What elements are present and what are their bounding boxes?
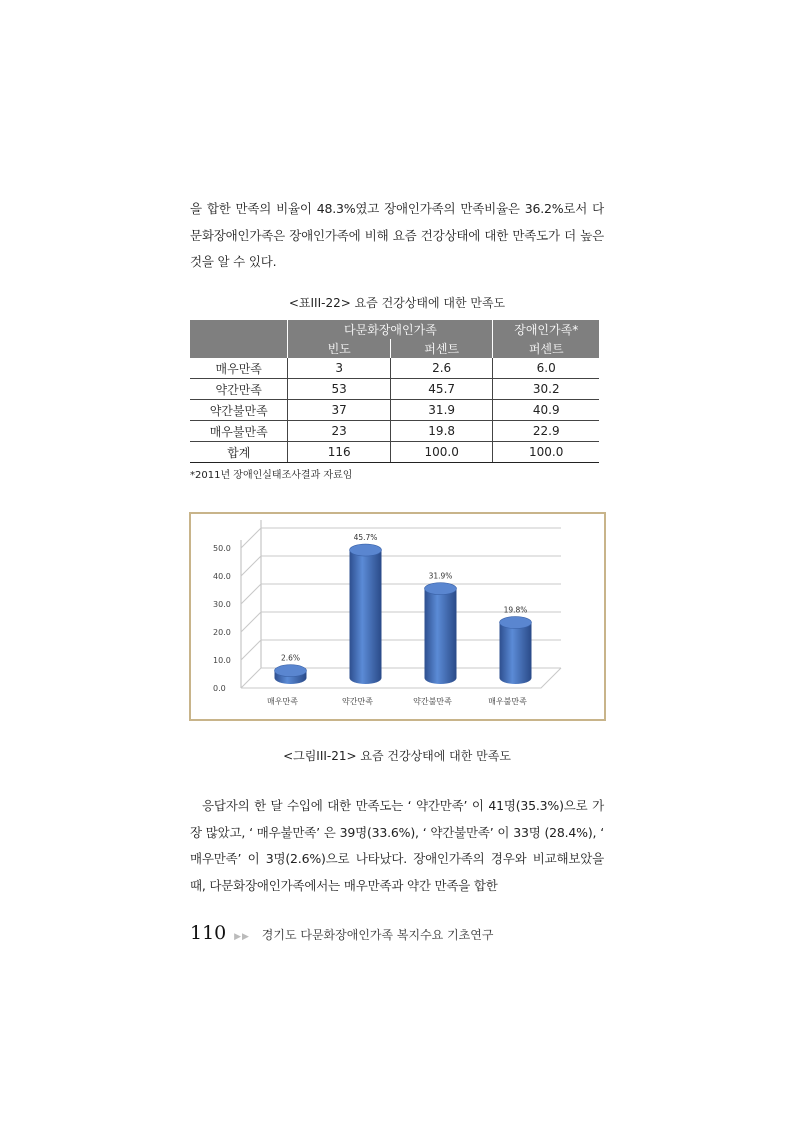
table-cell: 31.9 bbox=[390, 400, 493, 421]
bar-top bbox=[425, 583, 457, 595]
table-subheader-blank bbox=[190, 339, 288, 358]
table-cell: 30.2 bbox=[493, 379, 599, 400]
bar-top bbox=[350, 544, 382, 556]
table-cell: 100.0 bbox=[493, 442, 599, 463]
table-header-blank bbox=[190, 320, 288, 339]
table-cell: 45.7 bbox=[390, 379, 493, 400]
table-cell: 37 bbox=[288, 400, 390, 421]
satisfaction-table bbox=[190, 320, 599, 463]
table-header-disabled-family: 장애인가족* bbox=[493, 320, 599, 339]
table-cell: 19.8 bbox=[390, 421, 493, 442]
bar-chart-frame bbox=[189, 512, 606, 721]
table-cell: 40.9 bbox=[493, 400, 599, 421]
y-tick-label: 30.0 bbox=[213, 600, 231, 609]
bar-매우만족 bbox=[275, 665, 307, 684]
body-paragraph-2: 응답자의 한 달 수입에 대한 만족도는 ‘ 약간만족’ 이 41명(35.3%)으로 가장 많았고, ‘ 매우불만족’ 은 39명(33.6%), ‘ 약간불만족’ 이 33명 (28.4%), ‘ 매우만족’ 이 3명(2.6%)으로 나타났다. 장애인가족의 경우와 비교해보았을 때, 다문화장애인가족에서는 매우만족과 약간 만족을 합한 bbox=[190, 798, 604, 893]
row-label: 매우만족 bbox=[190, 358, 288, 379]
bar-top bbox=[500, 617, 532, 629]
bar-body bbox=[350, 550, 382, 684]
bar-약간만족 bbox=[350, 544, 382, 684]
table-cell: 100.0 bbox=[390, 442, 493, 463]
page-footer bbox=[190, 922, 493, 944]
table-cell: 116 bbox=[288, 442, 390, 463]
y-tick-label: 10.0 bbox=[213, 656, 231, 665]
category-label: 약간불만족 bbox=[413, 697, 452, 706]
bar-body bbox=[425, 589, 457, 684]
table-caption: <표III-22> 요즘 건강상태에 대한 만족도 bbox=[288, 296, 506, 310]
bar-top bbox=[275, 665, 307, 677]
row-label: 약간만족 bbox=[190, 379, 288, 400]
book-title: 경기도 다문화장애인가족 복지수요 기초연구 bbox=[261, 928, 494, 942]
body-paragraph-1: 을 합한 만족의 비율이 48.3%였고 장애인가족의 만족비율은 36.2%로서 다문화장애인가족은 장애인가족에 비해 요즘 건강상태에 대한 만족도가 더 높은 것을 알 수 있다. bbox=[190, 201, 604, 269]
data-label: 45.7% bbox=[353, 533, 378, 543]
bar-매우불만족 bbox=[500, 617, 532, 684]
table-header-multicultural-family: 다문화장애인가족 bbox=[288, 320, 493, 339]
table-subheader-percent-disabled: 퍼센트 bbox=[493, 339, 599, 358]
data-label: 2.6% bbox=[280, 653, 301, 663]
row-label: 매우불만족 bbox=[190, 421, 288, 442]
category-label: 약간만족 bbox=[342, 697, 373, 706]
footer-arrow-icon: ▶▶ bbox=[234, 932, 250, 942]
table-group-header-row bbox=[190, 320, 599, 339]
gridline bbox=[241, 528, 561, 548]
data-label: 19.8% bbox=[503, 605, 528, 615]
y-tick-label: 40.0 bbox=[213, 572, 231, 581]
table-subheader-percent: 퍼센트 bbox=[390, 339, 493, 358]
y-tick-label: 0.0 bbox=[213, 684, 226, 693]
row-label: 약간불만족 bbox=[190, 400, 288, 421]
y-tick-label: 50.0 bbox=[213, 544, 231, 553]
table-row bbox=[190, 379, 599, 400]
table-row bbox=[190, 358, 599, 379]
table-cell: 23 bbox=[288, 421, 390, 442]
bar-약간불만족 bbox=[425, 583, 457, 684]
category-label: 매우불만족 bbox=[488, 697, 527, 706]
gridline bbox=[241, 556, 561, 576]
table-sub-header-row bbox=[190, 339, 599, 358]
table-row-total bbox=[190, 442, 599, 463]
category-label: 매우만족 bbox=[267, 697, 298, 706]
table-cell: 6.0 bbox=[493, 358, 599, 379]
table-footnote: *2011년 장애인실태조사결과 자료임 bbox=[190, 470, 353, 481]
row-label: 합계 bbox=[190, 442, 288, 463]
data-label: 31.9% bbox=[428, 571, 453, 581]
page-number: 110 bbox=[190, 922, 227, 944]
gridline bbox=[241, 584, 561, 604]
table-cell: 2.6 bbox=[390, 358, 493, 379]
table-row bbox=[190, 400, 599, 421]
bar-chart bbox=[191, 514, 604, 719]
figure-caption: <그림III-21> 요즘 건강상태에 대한 만족도 bbox=[283, 749, 511, 763]
y-tick-label: 20.0 bbox=[213, 628, 231, 637]
bar-body bbox=[500, 623, 532, 684]
table-cell: 3 bbox=[288, 358, 390, 379]
table-subheader-frequency: 빈도 bbox=[288, 339, 390, 358]
table-cell: 22.9 bbox=[493, 421, 599, 442]
table-row bbox=[190, 421, 599, 442]
table-cell: 53 bbox=[288, 379, 390, 400]
